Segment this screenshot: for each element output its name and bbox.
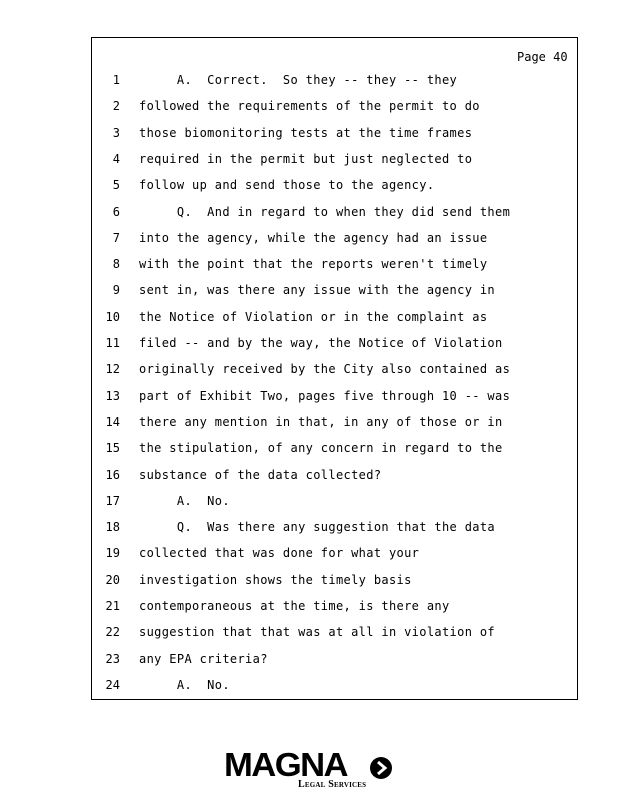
- line-number: 9: [112, 283, 120, 298]
- transcript-line: [0, 624, 618, 640]
- line-text: part of Exhibit Two, pages five through 10 -- was: [139, 388, 511, 403]
- transcript-line: [0, 414, 618, 430]
- transcript-line: [0, 677, 618, 693]
- line-text: the stipulation, of any concern in regard to the: [139, 441, 503, 456]
- transcript-line: [0, 545, 618, 561]
- line-text: contemporaneous at the time, is there any: [139, 599, 450, 613]
- transcript-line: [0, 98, 618, 114]
- line-text: substance of the data collected?: [139, 467, 382, 482]
- line-text: the Notice of Violation or in the complaint as: [139, 309, 488, 324]
- line-text: any EPA criteria?: [139, 651, 268, 666]
- line-text: into the agency, while the agency had an issue: [139, 230, 488, 245]
- transcript-line: [0, 256, 618, 272]
- transcript-line: [0, 467, 618, 483]
- transcript-line: [0, 572, 618, 588]
- line-number: 2: [112, 99, 120, 114]
- transcript-line: [0, 651, 618, 667]
- line-number: 20: [105, 572, 120, 587]
- transcript-line: [0, 151, 618, 167]
- line-number: 11: [105, 336, 120, 350]
- line-number: 10: [105, 309, 120, 324]
- transcript-line: [0, 72, 618, 88]
- line-number: 16: [105, 467, 120, 482]
- line-text: with the point that the reports weren't timely: [139, 257, 488, 272]
- transcript-line: [0, 309, 618, 325]
- magna-logo: [224, 748, 396, 792]
- transcript-line: [0, 598, 618, 614]
- transcript-line: [0, 388, 618, 404]
- line-text: collected that was done for what your: [139, 546, 420, 561]
- line-text: followed the requirements of the permit to do: [139, 99, 480, 114]
- line-text: A. No.: [139, 677, 230, 692]
- line-number: 4: [112, 151, 120, 166]
- line-number: 21: [105, 599, 120, 613]
- line-text: Q. And in regard to when they did send them: [139, 204, 511, 219]
- line-number: 5: [112, 178, 120, 193]
- line-text: follow up and send those to the agency.: [139, 178, 435, 193]
- line-number: 12: [105, 362, 120, 377]
- line-number: 6: [112, 204, 120, 219]
- line-number: 22: [105, 625, 120, 640]
- line-number: 13: [105, 388, 120, 403]
- transcript-line: [0, 204, 618, 220]
- line-number: 24: [105, 677, 120, 692]
- line-text: suggestion that that was at all in violation of: [139, 625, 496, 640]
- line-text: filed -- and by the way, the Notice of Violation: [139, 336, 503, 350]
- transcript-line: [0, 177, 618, 193]
- line-number: 17: [105, 493, 120, 508]
- line-number: 1: [112, 73, 120, 87]
- line-number: 8: [112, 257, 120, 272]
- transcript-line: [0, 519, 618, 535]
- line-number: 7: [112, 230, 120, 245]
- transcript-line: [0, 335, 618, 351]
- transcript-line: [0, 493, 618, 509]
- transcript-line: [0, 440, 618, 456]
- line-text: investigation shows the timely basis: [139, 572, 412, 587]
- line-text: there any mention in that, in any of those or in: [139, 414, 503, 429]
- line-text: A. Correct. So they -- they -- they: [139, 73, 458, 87]
- line-text: originally received by the City also contained as: [139, 362, 511, 377]
- line-number: 19: [105, 546, 120, 561]
- line-number: 15: [105, 441, 120, 456]
- line-number: 14: [105, 414, 120, 429]
- logo-wordmark: MAGNA: [224, 746, 348, 783]
- transcript-line: [0, 361, 618, 377]
- transcript-line: [0, 230, 618, 246]
- page-number: Page 40: [517, 50, 568, 64]
- chevron-right-circle-icon: [370, 757, 392, 779]
- line-number: 3: [112, 125, 120, 140]
- transcript-line: [0, 282, 618, 298]
- line-text: Q. Was there any suggestion that the data: [139, 520, 496, 535]
- logo-subtitle: Legal Services: [298, 779, 367, 790]
- line-text: those biomonitoring tests at the time frames: [139, 125, 473, 140]
- line-number: 18: [105, 520, 120, 535]
- transcript-line: [0, 125, 618, 141]
- line-text: sent in, was there any issue with the agency in: [139, 283, 496, 298]
- line-text: A. No.: [139, 493, 230, 508]
- line-text: required in the permit but just neglected to: [139, 151, 473, 166]
- line-number: 23: [105, 651, 120, 666]
